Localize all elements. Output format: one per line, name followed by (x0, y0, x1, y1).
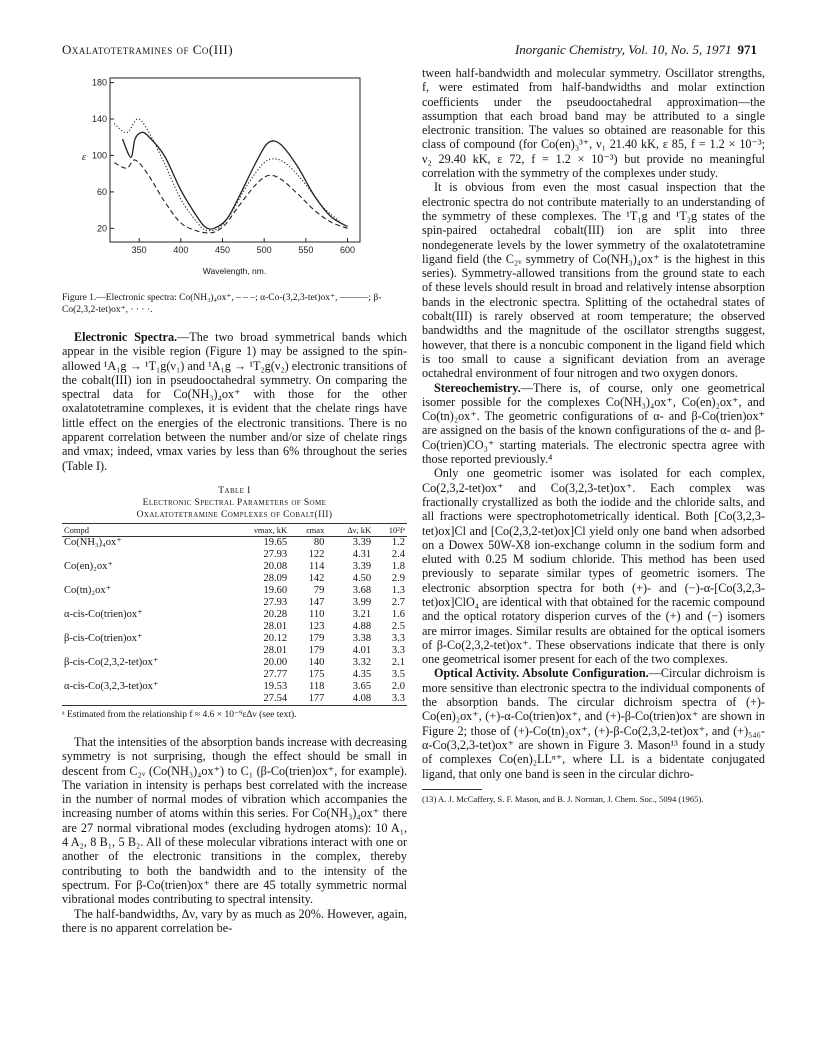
journal-citation: Inorganic Chemistry, Vol. 10, No. 5, 1971 (514, 42, 732, 57)
x-tick-label: 500 (256, 245, 272, 255)
left-column (62, 66, 407, 935)
table-row (62, 561, 407, 573)
table-cell: 179 (308, 644, 325, 656)
table-column-header: Compd (62, 523, 227, 536)
table-row (62, 573, 407, 585)
table-cell (62, 621, 227, 633)
y-tick-label: 100 (91, 150, 107, 161)
spectral-parameters-table (62, 523, 407, 706)
table-cell: 179 (308, 632, 325, 644)
table-row (62, 549, 407, 561)
table-cell: 3.3 (391, 644, 405, 656)
table-cell: 20.12 (263, 632, 288, 644)
series-line-dashed (114, 160, 347, 233)
table-cell: 3.5 (391, 668, 405, 680)
paragraph-text: —The two broad symmetrical bands which appear in the visible region (Figure 1) may be assigned to the spin-allowed ¹A₁g → ¹T₁g(ν₁) and ¹A₁g → ¹T₂g(ν₂) electronic transitions of the cobalt(III) ion in pseudooctahedral symmetry. On comparing the spectral data for Co(NH₃)₄ox⁺ with those for the other oxalatotetramine complexes, it is evident that the chelate rings have little effect on the energies of the electronic transitions. There is no apparent correlation between the number and/or size of chelate rings and νmax; indeed, νmax varies by less than 6% throughout the series (Table I). (62, 330, 408, 473)
para-stereochemistry (422, 381, 765, 467)
table-title-line1: Electronic Spectral Parameters of Some (142, 497, 327, 508)
table-cell: 4.35 (352, 668, 372, 680)
y-tick-label: 20 (96, 223, 107, 234)
x-tick-label: 450 (214, 245, 231, 255)
table-cell: 1.2 (391, 536, 405, 548)
table-row (62, 681, 407, 693)
table-header-row (62, 523, 407, 536)
table-column-header: Δν, kK (326, 523, 373, 536)
table-cell: 2.5 (391, 620, 405, 632)
table-cell: β-cis-Co(2,3,2-tet)ox⁺ (64, 656, 159, 668)
table-row (62, 536, 407, 549)
table-cell: 27.93 (263, 596, 288, 608)
table-cell: 20.00 (263, 656, 288, 668)
plot-frame (110, 78, 360, 242)
table-row (62, 693, 407, 706)
table-cell: 20.08 (263, 560, 288, 572)
para-continued: tween half-bandwidth and molecular symmetry. Oscillator strengths, f, were estimated from half-bandwidths and molar extinction coefficients under the pseudooctahedral approximation—the assumption that each broad band may be attributed to a single electronic transition. The values so obtained are reasonable for this class of compound (for Co(en)₃³⁺, ν₁ 21.40 kK, ε 85, f = 1.2 × 10⁻³; ν₂ 29.40 kK, ε 72, f = 1.2 × 10⁻³) but provide no meaningful correlation with the symmetry of the complexes under study. (422, 66, 765, 181)
table-cell: 175 (308, 668, 325, 680)
running-head-right (515, 42, 757, 58)
table-cell: 122 (308, 548, 325, 560)
table-cell: 79 (313, 584, 325, 596)
spectra-chart (62, 66, 407, 266)
y-tick-label: 60 (96, 186, 107, 197)
table-cell: 3.3 (373, 693, 407, 706)
figure-caption: Figure 1.—Electronic spectra: Co(NH₃)₄ox⁺, – – –; α-Co-(3,2,3-tet)ox⁺, ———; β-Co(2,3,2-tet)ox⁺, · · · ·. (62, 293, 382, 315)
running-head-left: Oxalatotetramines of Co(III) (62, 42, 234, 57)
para-electronic-spectra (62, 330, 407, 473)
paragraph-text: —There is, of course, only one geometrical isomer possible for the complexes Co(NH₃)₄ox⁺, Co(en)₂ox⁺, and Co(tn)₂ox⁺. The geometric configurations of α- and β-Co(trien)ox⁺ are assigned on the basis of the known configurations of the α- and β-Co(trien)CO₃⁺ starting materials. The electronic spectra agree with those reported previously.⁴ (422, 380, 765, 467)
para-geometric-isomer: Only one geometric isomer was isolated for each complex, Co(2,3,2-tet)ox⁺ and Co(3,2,3-tet)ox⁺. Each complex was fractionally crystallized as both the iodide and the chloride salts, and all fractions were spectrophotometrically identical. Both [Co(3,2,3-tet)ox]Cl and [Co(2,3,2-tet)ox]Cl yield only one band when adsorbed on a Dowex 50W-X8 ion-exchange column in the sodium form and eluted with 0.25 M sodium chloride. This method has been used previously to separate similar types of geometric isomers. The electronic absorption spectra for both (+)- and (−)-α-[Co(3,2,3-tet)ox]ClO₄ are identical with that obtained for the racemic compound and the optical rotatory disperion curves of the (+) and (−) isomers are mirror images. Similar results are obtained for the optical isomers of β-Co(2,3,2-tet)ox⁺. These observations indicate that there is only one geometrical isomer present for each of the two complexes. (422, 466, 765, 667)
table-cell: 27.93 (263, 548, 288, 560)
table-row (62, 645, 407, 657)
y-tick-label: 180 (91, 77, 107, 88)
footnote-rule (422, 789, 482, 790)
table-cell: 3.39 (352, 536, 372, 548)
para-obvious: It is obvious from even the most casual inspection that the electronic spectra do not contribute materially to an understanding of the symmetry of these complexes. The ¹T₁g and ¹T₂g states of the spin-paired octahedral cobalt(III) ion are split into three nondegenerate levels by the lower symmetry of the oxalatotetramine ligand field (the C₂ᵥ symmetry of Co(NH₃)₄ox⁺ is the highest in this series). Symmetry-allowed transitions from the ground state to each of these levels should result in broad and relatively intense absorption bands in the electronic spectra. Splitting of the octahedral states of cobalt(III) is rarely observed at room temperature; the observed bandwidths and the magnitude of the oscillator strengths suggest, however, that there is a noncubic component in the ligand field which is too small to cause a significant deviation from an average octahedral environment of four nitrogen and two oxygen donors. (422, 180, 765, 381)
table-cell: Co(NH₃)₄ox⁺ (64, 536, 122, 548)
table-row (62, 657, 407, 669)
table-cell (62, 597, 227, 609)
table-cell: 27.77 (263, 668, 288, 680)
table-cell: 4.01 (352, 644, 372, 656)
table-cell: 4.31 (352, 548, 372, 560)
table-cell: 3.32 (352, 656, 372, 668)
paragraph-text: —Circular dichroism is more sensitive than electronic spectra to the individual components of the absorption bands. The circular dichroism spectra of (+)-Co(en)₂ox⁺, (+)-α-Co(trien)ox⁺, and (+)-β-Co(trien)ox⁺ are shown in Figure 2; those of (+)-Co(tn)₂ox⁺, (+)-β-Co(2,3,2-tet)ox⁺, and (+)₅₄₆-α-Co(3,2,3-tet)ox⁺ are shown in Figure 3. Mason¹³ found in a study of complexes Co(en)₂LLⁿ⁺, where LL is a bidentate conjugated ligand, that only one band is seen in the circular dichro- (422, 666, 766, 781)
table-cell: 3.3 (391, 632, 405, 644)
table-cell: 28.01 (263, 620, 288, 632)
x-tick-label: 600 (339, 245, 356, 255)
figure-1 (62, 66, 407, 288)
table-cell (62, 645, 227, 657)
section-heading: Stereochemistry. (434, 380, 521, 395)
table-cell: 2.7 (391, 596, 405, 608)
table-1 (62, 485, 407, 721)
x-tick-label: 400 (173, 245, 189, 255)
y-axis-label: ε (81, 151, 87, 163)
section-heading: Optical Activity. Absolute Configuration. (434, 666, 649, 681)
section-heading: Electronic Spectra. (74, 330, 178, 344)
table-cell: 27.54 (227, 693, 289, 706)
table-cell: 3.99 (352, 596, 372, 608)
table-cell: α-cis-Co(trien)ox⁺ (64, 608, 143, 620)
para-optical-activity (422, 666, 765, 780)
table-cell (62, 669, 227, 681)
table-cell: 80 (313, 536, 325, 548)
table-cell: 140 (308, 656, 325, 668)
table-footnote: ᵃ Estimated from the relationship f ≈ 4.6 × 10⁻⁹εΔν (see text). (62, 709, 297, 720)
table-row (62, 609, 407, 621)
table-cell: 2.4 (391, 548, 405, 560)
table-row (62, 597, 407, 609)
table-column-header: νmax, kK (227, 523, 289, 536)
table-cell: 3.39 (352, 560, 372, 572)
table-cell (62, 549, 227, 561)
table-cell: 147 (308, 596, 325, 608)
table-cell: 118 (308, 680, 325, 692)
right-column (422, 66, 765, 805)
table-cell: 123 (308, 620, 325, 632)
table-cell: 110 (308, 608, 325, 620)
table-cell: α-cis-Co(3,2,3-tet)ox⁺ (64, 680, 159, 692)
page-number: 971 (737, 42, 757, 57)
table-cell: 2.0 (391, 680, 405, 692)
table-row (62, 621, 407, 633)
table-row (62, 633, 407, 645)
table-cell: 20.28 (263, 608, 288, 620)
x-tick-label: 350 (131, 245, 147, 255)
table-title-line2: Oxalatotetramine Complexes of Cobalt(III) (136, 509, 333, 520)
table-cell: 3.38 (352, 632, 372, 644)
table-cell: 2.9 (391, 572, 405, 584)
para-half-bandwidths: The half-bandwidths, Δν, vary by as much as 20%. However, again, there is no apparent correlation be- (62, 906, 407, 935)
table-cell: 177 (289, 693, 326, 706)
x-axis-label: Wavelength, nm. (202, 266, 267, 276)
table-cell: 19.65 (263, 536, 288, 548)
table-column-header: 10²fᵃ (373, 523, 407, 536)
table-cell: 4.08 (326, 693, 373, 706)
y-tick-label: 140 (91, 114, 107, 124)
reference-13: (13) A. J. McCaffery, S. F. Mason, and B. J. Norman, J. Chem. Soc., 5094 (1965). (422, 793, 704, 804)
table-cell (62, 573, 227, 585)
table-column-header: εmax (289, 523, 326, 536)
table-cell: 3.68 (352, 584, 372, 596)
table-cell: 3.21 (352, 608, 372, 620)
para-intensities: That the intensities of the absorption bands increase with decreasing symmetry is not surprising, though the effect should be small in descent from C₂ᵥ (Co(NH₃)₄ox⁺) to C₁ (β-Co(trien)ox⁺, for example). The variation in intensity is perhaps best correlated with the increase in the number of normal modes of vibration which accompanies the increasing number of atoms within this series. For Co(NH₃)₄ox⁺ there are 27 normal vibrational modes (excluding hydrogen atoms): 10 A₁, 4 A₂, 8 B₁, 5 B₂. All of these molecular vibrations interact with one or another of the electronic transitions in the complex, thereby contributing to both the bandwidth and to the intensity of the spectrum. For β-Co(trien)ox⁺ there are 45 totally symmetric normal vibrational modes contributing to spectral intensity. (62, 734, 407, 907)
table-cell: 19.60 (263, 584, 288, 596)
table-row (62, 669, 407, 681)
table-cell: Co(en)₂ox⁺ (64, 560, 113, 572)
table-cell: 1.8 (391, 560, 405, 572)
table-cell: 19.53 (263, 680, 288, 692)
table-cell: 4.50 (352, 572, 372, 584)
table-cell: 3.65 (352, 680, 372, 692)
table-cell: 142 (308, 572, 325, 584)
table-cell (62, 693, 227, 706)
table-label: Table I (218, 485, 251, 496)
table-cell: 4.88 (352, 620, 372, 632)
table-cell: Co(tn)₂ox⁺ (64, 584, 112, 596)
x-tick-label: 550 (298, 245, 314, 255)
table-cell: 28.09 (263, 572, 288, 584)
table-cell: 2.1 (391, 656, 405, 668)
table-cell: 114 (308, 560, 325, 572)
table-cell: 28.01 (263, 644, 288, 656)
table-row (62, 585, 407, 597)
table-cell: β-cis-Co(trien)ox⁺ (64, 632, 143, 644)
table-cell: 1.3 (391, 584, 405, 596)
table-cell: 1.6 (391, 608, 405, 620)
